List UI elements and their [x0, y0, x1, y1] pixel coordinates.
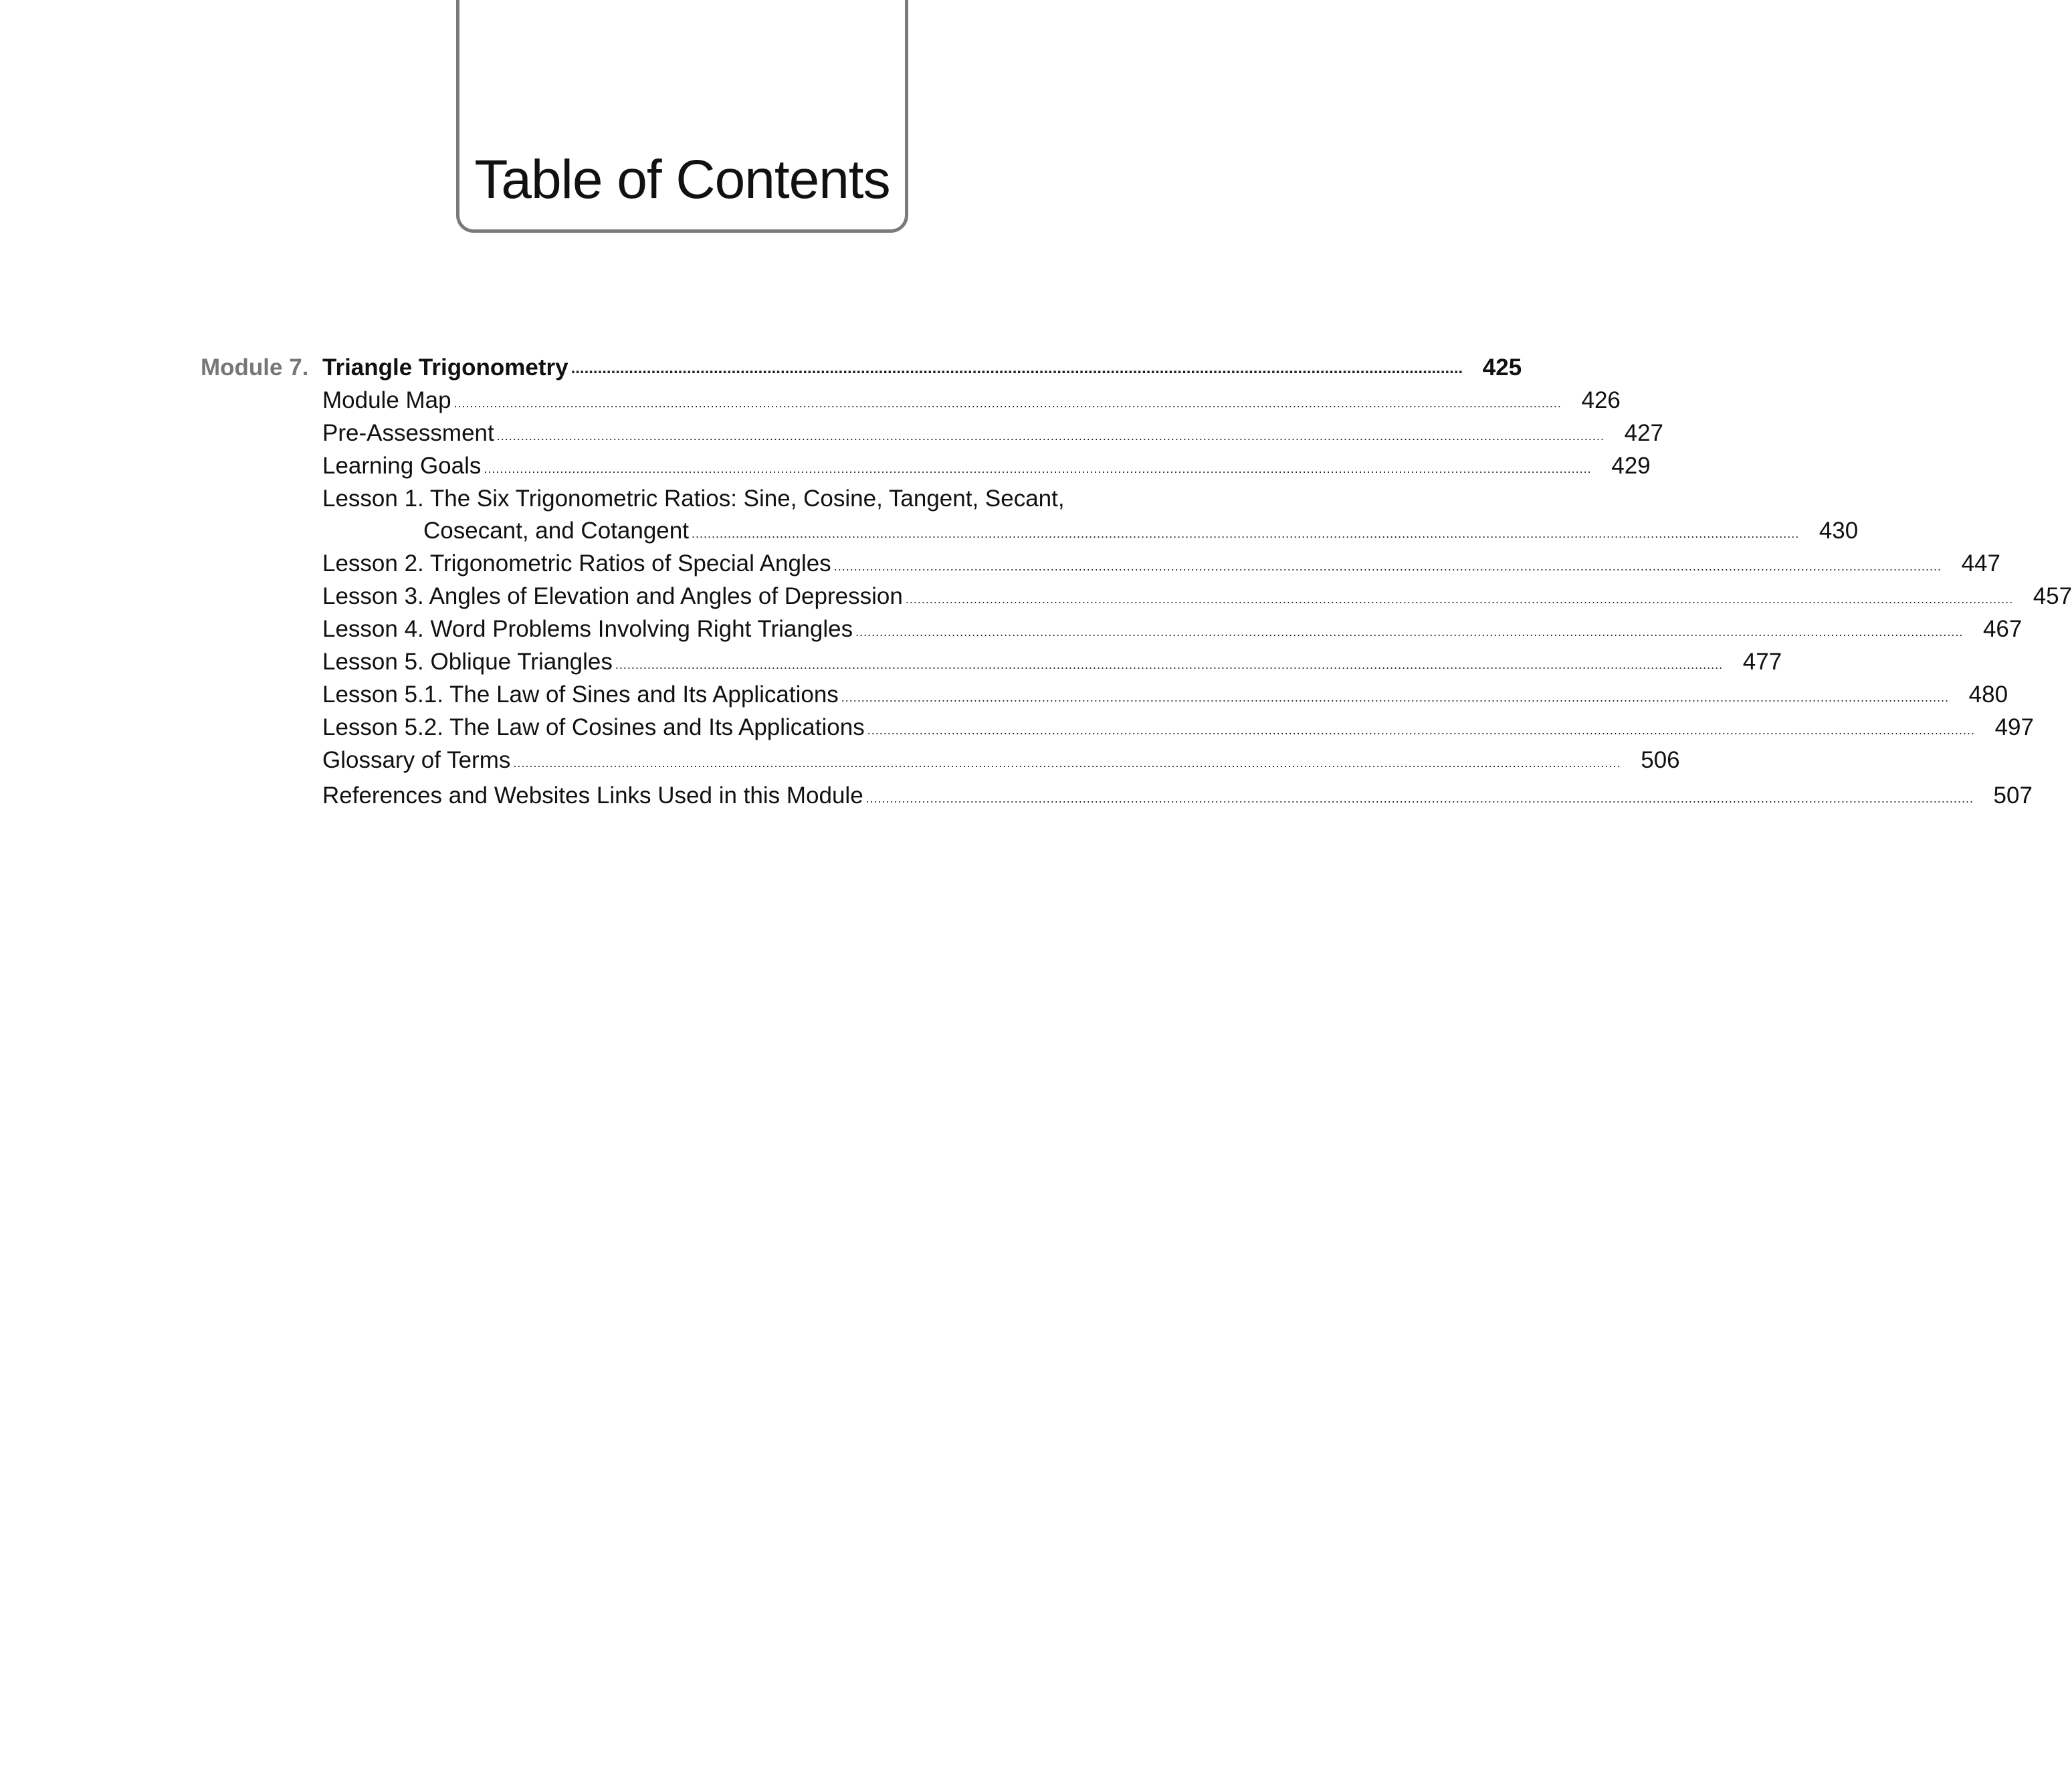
toc-entry-label: Lesson 4. Word Problems Involving Right Triangles: [322, 616, 853, 642]
dot-leader: ....................................................................................................................................................................................................................................................................................: [484, 462, 1592, 476]
title-box: [456, 0, 908, 233]
toc-entry-label: Lesson 2. Trigonometric Ratios of Special Angles: [322, 550, 831, 576]
toc-entry[interactable]: [322, 613, 2023, 646]
toc-entry[interactable]: [322, 547, 2000, 581]
toc-entry[interactable]: [322, 417, 1664, 450]
dot-leader: ....................................................................................................................................................................................................................................................................................: [867, 724, 1975, 737]
toc-entry[interactable]: [423, 514, 1859, 548]
toc-entry-page: 429: [1611, 453, 1651, 479]
dot-leader: ....................................................................................................................................................................................................................................................................................: [841, 691, 1950, 704]
toc-entry-label: Cosecant, and Cotangent: [423, 518, 689, 544]
dot-leader: ....................................................................................................................................................................................................................................................................................: [513, 756, 1621, 770]
toc-module-row[interactable]: [322, 351, 1522, 385]
toc-entry-page: 467: [1982, 616, 2023, 642]
toc-entry-page: 457: [2033, 583, 2072, 609]
module-title: Triangle Trigonometry: [322, 354, 568, 381]
toc-entry-page: 506: [1641, 747, 1680, 773]
dot-leader: ........................................................................................................................................................................................................: [571, 359, 1463, 377]
toc-entry[interactable]: [322, 779, 2033, 813]
dot-leader: ....................................................................................................................................................................................................................................................................................: [453, 397, 1562, 410]
toc-entry-label: Pre-Assessment: [322, 420, 494, 446]
page-title: Table of Contents: [474, 149, 890, 210]
toc-entry-label: Lesson 5.1. The Law of Sines and Its Applications: [322, 681, 839, 708]
toc-entry-label: Learning Goals: [322, 453, 482, 479]
toc-entry-label: Module Map: [322, 387, 451, 413]
toc-entry-page: 430: [1819, 518, 1859, 544]
dot-leader: ....................................................................................................................................................................................................................................................................................: [855, 625, 1964, 639]
dot-leader: ....................................................................................................................................................................................................................................................................................: [691, 527, 1800, 540]
toc-entry-page: 447: [1961, 550, 2000, 576]
toc-entry[interactable]: [322, 580, 2072, 613]
module-number: Module 7.: [201, 354, 309, 381]
toc-entry[interactable]: [322, 744, 1680, 777]
toc-entry[interactable]: [322, 449, 1651, 483]
dot-leader: ....................................................................................................................................................................................................................................................................................: [496, 429, 1605, 443]
toc-entry-label: References and Websites Links Used in this Module: [322, 782, 863, 809]
toc-entry-label: Lesson 3. Angles of Elevation and Angles of Depression: [322, 583, 903, 609]
toc-entry[interactable]: [322, 384, 1621, 417]
toc-entry-page: 497: [1994, 714, 2034, 740]
toc-entry-page: 477: [1742, 649, 1782, 675]
toc-entry-page: 480: [1968, 681, 2008, 708]
module-page: 425: [1482, 354, 1522, 381]
toc-entry[interactable]: [322, 678, 2008, 712]
toc-entry-page: 507: [1993, 782, 2033, 809]
dot-leader: ....................................................................................................................................................................................................................................................................................: [905, 593, 2014, 606]
dot-leader: ....................................................................................................................................................................................................................................................................................: [865, 792, 1974, 805]
toc-entry-label: Lesson 5. Oblique Triangles: [322, 649, 613, 675]
dot-leader: ....................................................................................................................................................................................................................................................................................: [615, 658, 1724, 671]
toc-entry[interactable]: [322, 711, 2034, 744]
toc-entry-label: Glossary of Terms: [322, 747, 511, 773]
toc-entry[interactable]: [322, 645, 1782, 679]
dot-leader: ....................................................................................................................................................................................................................................................................................: [833, 560, 1942, 573]
toc-entry-label-line1[interactable]: Lesson 1. The Six Trigonometric Ratios: Sine, Cosine, Tangent, Secant,: [322, 486, 1065, 512]
toc-entry-label: Lesson 5.2. The Law of Cosines and Its Applications: [322, 714, 865, 740]
toc-entry-page: 426: [1581, 387, 1621, 413]
toc-entry-page: 427: [1624, 420, 1664, 446]
